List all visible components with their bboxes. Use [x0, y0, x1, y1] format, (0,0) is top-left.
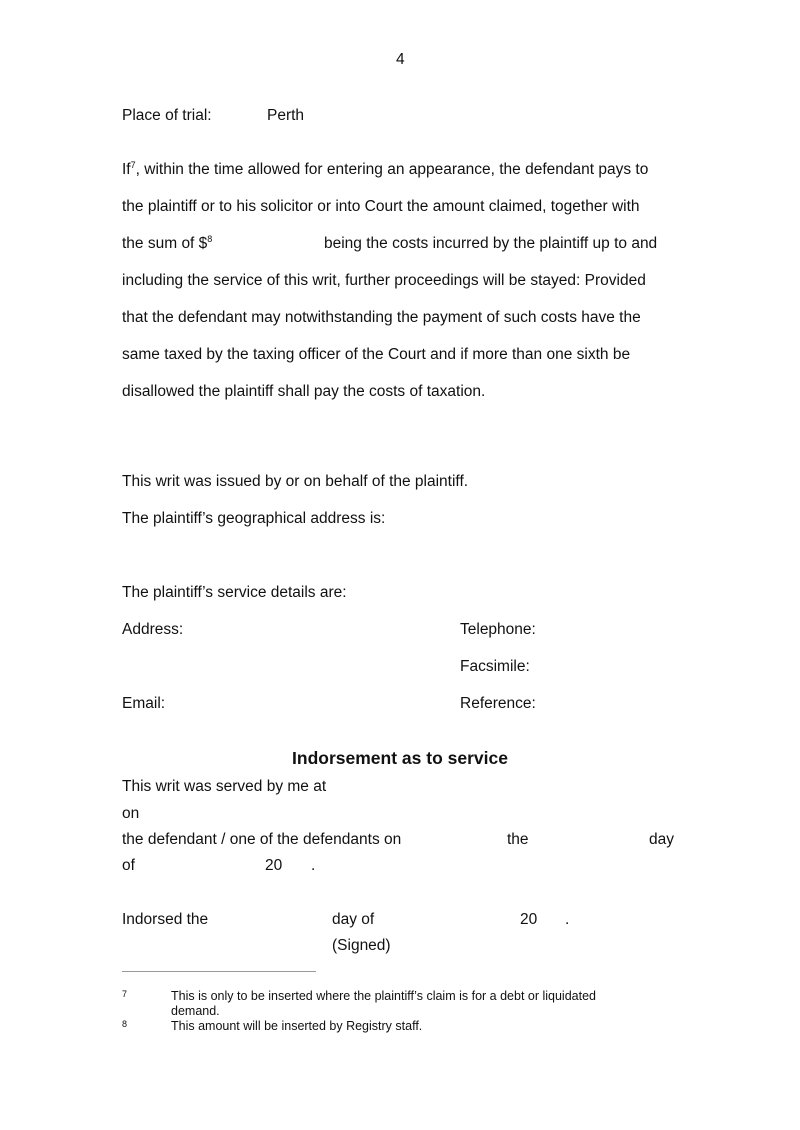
costs-paragraph-line-2: the plaintiff or to his solicitor or into Court the amount claimed, together with: [122, 198, 640, 215]
period-text: .: [311, 857, 316, 874]
costs-paragraph-line-4: including the service of this writ, further proceedings will be stayed: Provided: [122, 272, 646, 289]
text-line-1: , within the time allowed for entering an appearance, the defendant pays to: [135, 161, 649, 178]
text-if: If: [122, 161, 131, 178]
footnote-ref-8: 8: [207, 234, 213, 244]
place-of-trial-value: Perth: [267, 107, 305, 124]
period-2-text: .: [565, 911, 570, 928]
year-prefix-2-text: 20: [520, 911, 538, 928]
footnote-7-number: 7: [122, 989, 128, 999]
email-label: Email:: [122, 695, 166, 712]
signed-text: (Signed): [332, 937, 391, 954]
the-text: the: [507, 831, 529, 848]
footnote-separator: [122, 971, 316, 972]
footnote-8-number: 8: [122, 1019, 128, 1029]
costs-paragraph-line-1: [122, 161, 648, 179]
costs-paragraph-line-5: that the defendant may notwithstanding the payment of such costs have the: [122, 309, 641, 326]
year-prefix-text: 20: [265, 857, 283, 874]
page-number: 4: [396, 51, 405, 68]
costs-paragraph-line-3-end: being the costs incurred by the plaintiff up to and: [324, 235, 658, 252]
costs-paragraph-line-7: disallowed the plaintiff shall pay the costs of taxation.: [122, 383, 486, 400]
address-label: Address:: [122, 621, 184, 638]
day-text: day: [649, 831, 674, 848]
telephone-label: Telephone:: [460, 621, 536, 638]
geographical-address-label: The plaintiff’s geographical address is:: [122, 510, 386, 527]
costs-paragraph-line-3-start: [122, 235, 212, 253]
text-sum-of: the sum of $: [122, 235, 208, 252]
facsimile-label: Facsimile:: [460, 658, 530, 675]
of-text: of: [122, 857, 135, 874]
costs-paragraph-line-6: same taxed by the taxing officer of the Court and if more than one sixth be: [122, 346, 631, 363]
served-at-text: This writ was served by me at: [122, 778, 327, 795]
issued-by-text: This writ was issued by or on behalf of the plaintiff.: [122, 473, 469, 490]
footnote-ref-7: 7: [130, 160, 136, 170]
footnote-8-line-1: This amount will be inserted by Registry staff.: [171, 1019, 423, 1033]
defendant-line-text: the defendant / one of the defendants on: [122, 831, 402, 848]
place-of-trial-label: Place of trial:: [122, 107, 212, 124]
footnote-7-line-1: This is only to be inserted where the plaintiff’s claim is for a debt or liquidated: [171, 989, 596, 1003]
service-details-heading: The plaintiff’s service details are:: [122, 584, 347, 601]
indorsement-heading: Indorsement as to service: [292, 748, 508, 768]
reference-label: Reference:: [460, 695, 536, 712]
footnote-7-line-2: demand.: [171, 1004, 220, 1018]
indorsed-the-text: Indorsed the: [122, 911, 209, 928]
day-of-text: day of: [332, 911, 375, 928]
served-on-text: on: [122, 805, 140, 822]
